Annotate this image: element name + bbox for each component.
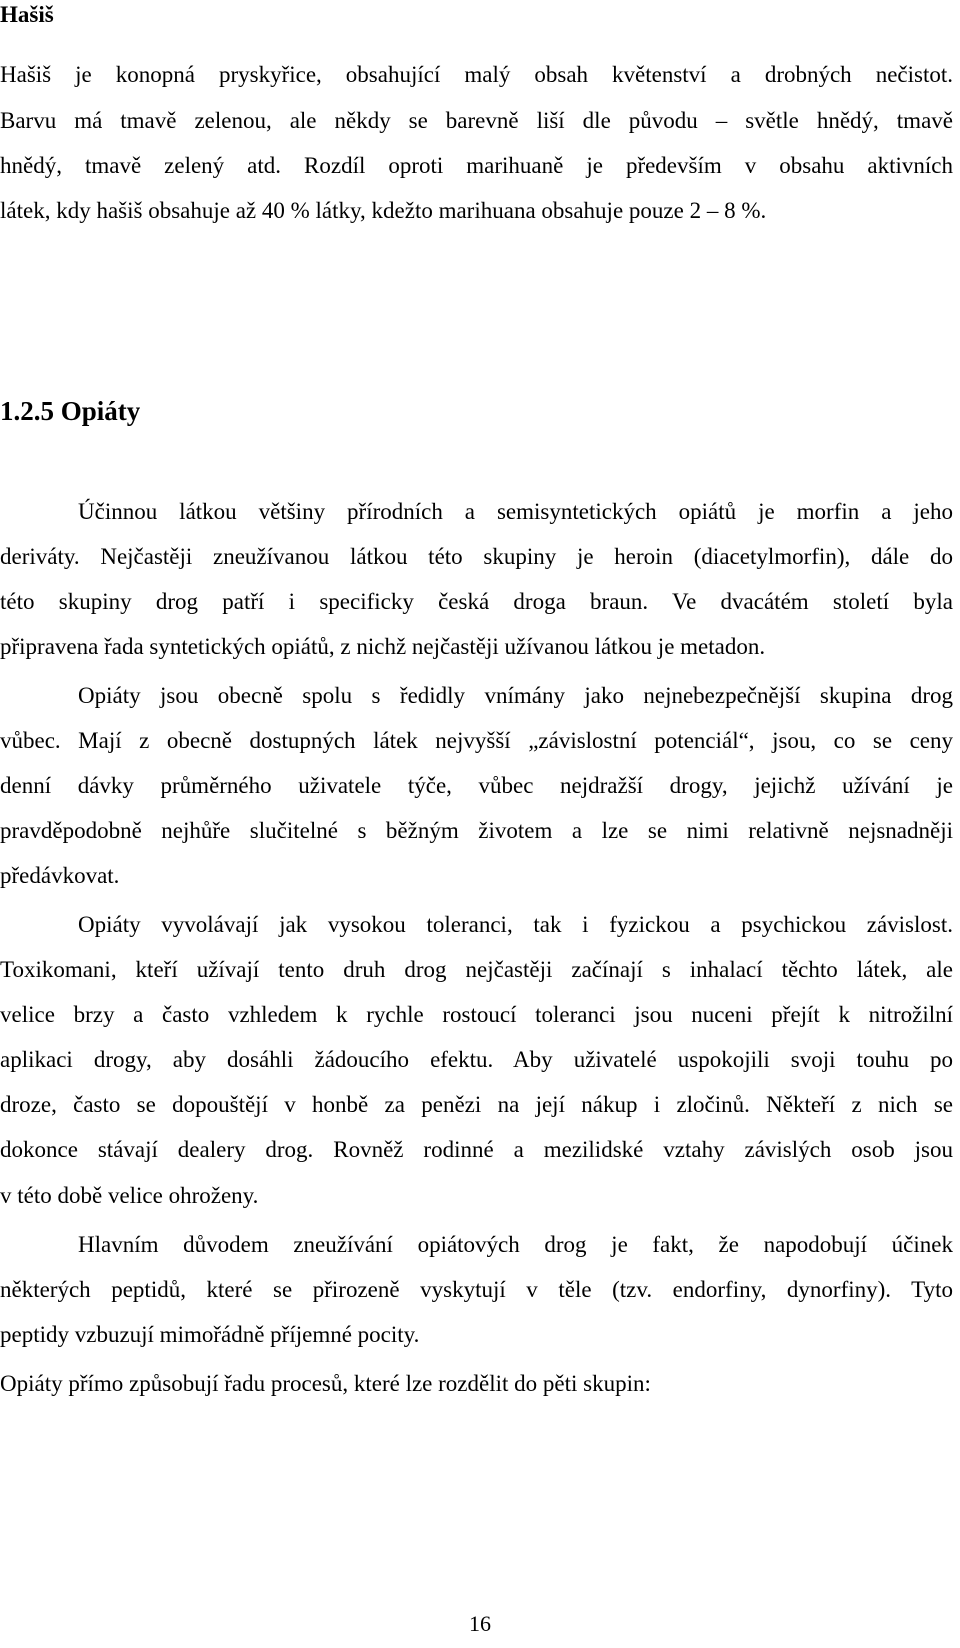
paragraph-line: Hašiš je konopná pryskyřice, obsahující malý obsah květenství a drobných nečistot. [0, 62, 953, 87]
paragraph-line: droze, často se dopouštějí v honbě za penězi na její nákup i zločinů. Někteří z nich se [0, 1092, 953, 1117]
paragraph-line: hnědý, tmavě zelený atd. Rozdíl oproti marihuaně je především v obsahu aktivních [0, 153, 953, 178]
paragraph-line: této skupiny drog patří i specificky česká droga braun. Ve dvacátém století byla [0, 589, 953, 614]
paragraph-line: deriváty. Nejčastěji zneužívanou látkou této skupiny je heroin (diacetylmorfin), dále do [0, 544, 953, 569]
paragraph-line: připravena řada syntetických opiátů, z nichž nejčastěji užívanou látkou je metadon. [0, 634, 766, 659]
paragraph-line: předávkovat. [0, 863, 120, 888]
page-number: 16 [469, 1611, 491, 1636]
paragraph-line: některých peptidů, které se přirozeně vyskytují v těle (tzv. endorfiny, dynorfiny). Tyto [0, 1277, 953, 1302]
paragraph-line: peptidy vzbuzují mimořádně příjemné pocity. [0, 1322, 420, 1347]
paragraph-line: aplikaci drogy, aby dosáhli žádoucího efektu. Aby uživatelé uspokojili svoji touhu po [0, 1047, 953, 1072]
paragraph-line: Opiáty přímo způsobují řadu procesů, které lze rozdělit do pěti skupin: [0, 1371, 651, 1396]
paragraph-line: Opiáty jsou obecně spolu s ředidly vnímány jako nejnebezpečnější skupina drog [78, 683, 953, 708]
paragraph-line: Účinnou látkou většiny přírodních a semisyntetických opiátů je morfin a jeho [78, 499, 953, 524]
paragraph-line: Hlavním důvodem zneužívání opiátových drog je fakt, že napodobují účinek [78, 1232, 953, 1257]
paragraph-line: Opiáty vyvolávají jak vysokou toleranci, tak i fyzickou a psychickou závislost. [78, 912, 953, 937]
top-heading: Hašiš [0, 2, 54, 27]
paragraph-line: pravděpodobně nejhůře slučitelné s běžným životem a lze se nimi relativně nejsnadněji [0, 818, 953, 843]
section-heading: 1.2.5 Opiáty [0, 396, 141, 426]
paragraph-line: látek, kdy hašiš obsahuje až 40 % látky, kdežto marihuana obsahuje pouze 2 – 8 %. [0, 198, 767, 223]
paragraph-line: vůbec. Mají z obecně dostupných látek nejvyšší „závislostní potenciál“, jsou, co se ceny [0, 728, 953, 753]
paragraph-line: denní dávky průměrného uživatele týče, vůbec nejdražší drogy, jejichž užívání je [0, 773, 953, 798]
paragraph-line: dokonce stávají dealery drog. Rovněž rodinné a mezilidské vztahy závislých osob jsou [0, 1137, 953, 1162]
paragraph-line: Barvu má tmavě zelenou, ale někdy se barevně liší dle původu – světle hnědý, tmavě [0, 108, 953, 133]
paragraph-line: Toxikomani, kteří užívají tento druh drog nejčastěji začínají s inhalací těchto látek, ale [0, 957, 953, 982]
paragraph-line: v této době velice ohroženy. [0, 1183, 259, 1208]
paragraph-line: velice brzy a často vzhledem k rychle rostoucí toleranci jsou nuceni přejít k nitrožilní [0, 1002, 953, 1027]
